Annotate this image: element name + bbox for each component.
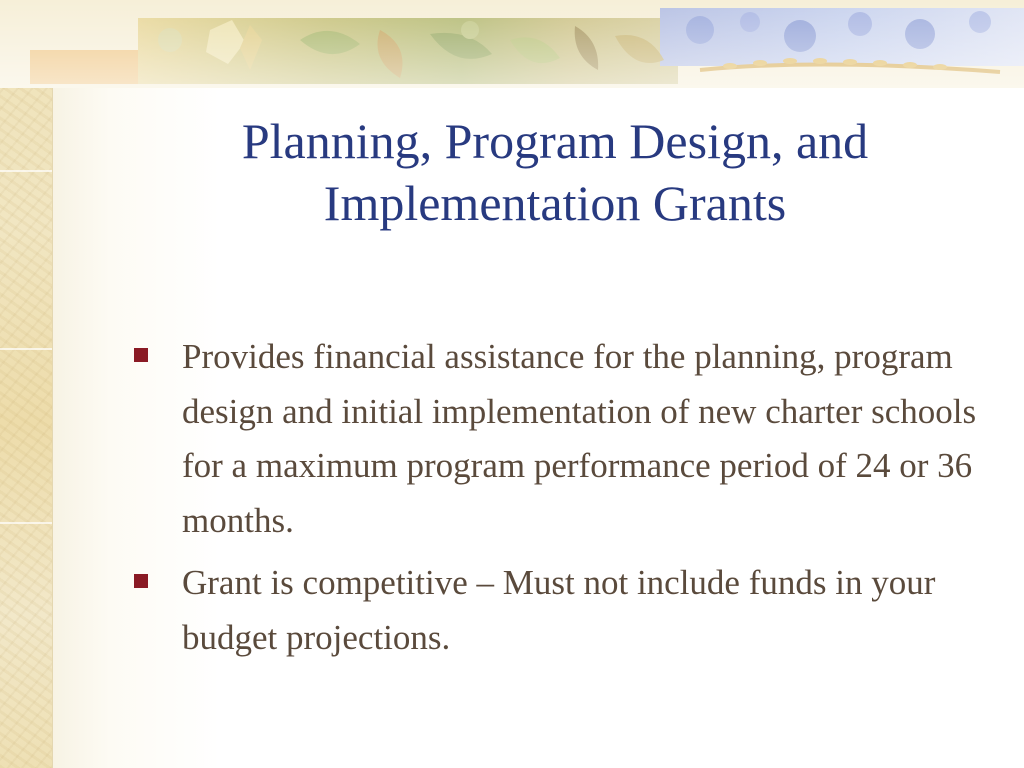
left-texture-strip: [0, 0, 53, 768]
strip-seam: [0, 170, 52, 172]
bullet-item: [130, 330, 980, 548]
strip-seam: [0, 348, 52, 350]
square-bullet-icon: [134, 574, 148, 588]
strip-seam: [0, 522, 52, 524]
bullet-item: [130, 556, 980, 665]
bullet-text: Grant is competitive – Must not include funds in your budget projections.: [182, 563, 936, 657]
bullet-list: [130, 330, 980, 673]
bullet-text: Provides financial assistance for the planning, program design and initial implementation of new charter schools for a maximum program performance period of 24 or 36 months.: [182, 337, 977, 540]
banner-artwork: [0, 0, 1024, 88]
decorative-banner: [0, 0, 1024, 88]
square-bullet-icon: [134, 348, 148, 362]
slide-title: Planning, Program Design, and Implementation Grants: [241, 113, 869, 231]
